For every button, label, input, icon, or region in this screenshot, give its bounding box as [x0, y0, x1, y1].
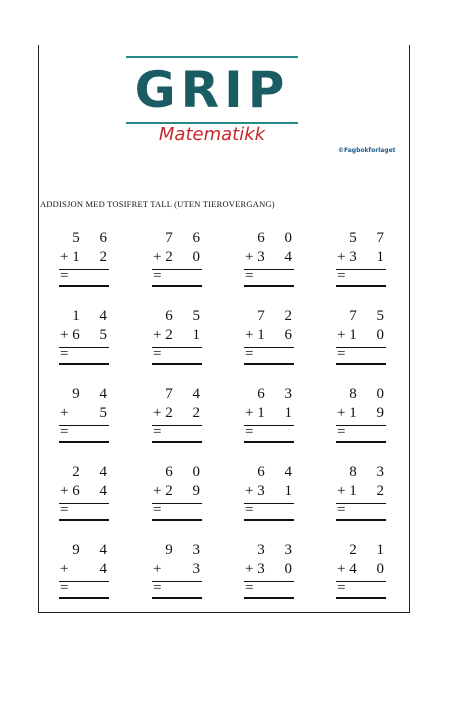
addend-bottom: 1 9 — [349, 405, 392, 421]
addition-problem — [336, 540, 392, 602]
equals-sign: = — [60, 502, 69, 518]
addition-problem — [152, 384, 208, 446]
equals-sign: = — [245, 502, 254, 518]
equals-sign: = — [245, 346, 254, 362]
problem-grid — [56, 228, 396, 618]
addend-bottom: 3 1 — [349, 249, 392, 265]
problem-row — [56, 306, 396, 384]
worksheet-heading: ADDISJON MED TOSIFRET TALL (UTEN TIEROVERGANG) — [40, 199, 275, 209]
addend-bottom: 6 4 — [72, 483, 115, 499]
answer-line[interactable] — [152, 285, 202, 287]
answer-line[interactable] — [336, 285, 386, 287]
answer-line[interactable] — [336, 597, 386, 599]
addition-problem — [152, 540, 208, 602]
plus-sign: + — [245, 249, 254, 265]
addition-problem — [59, 306, 115, 368]
addend-top: 5 6 — [72, 230, 115, 246]
addend-top: 8 0 — [349, 386, 392, 402]
equals-sign: = — [153, 502, 162, 518]
logo-word: GRIP — [134, 61, 290, 119]
plus-sign: + — [153, 483, 162, 499]
addend-top: 7 2 — [257, 308, 300, 324]
answer-line[interactable] — [244, 441, 294, 443]
answer-line[interactable] — [152, 597, 202, 599]
addend-bottom: 5 — [99, 405, 115, 421]
problem-row — [56, 384, 396, 462]
plus-sign: + — [60, 249, 69, 265]
addend-top: 6 4 — [257, 464, 300, 480]
addend-bottom: 1 0 — [349, 327, 392, 343]
equals-sign: = — [337, 424, 346, 440]
addend-bottom: 3 1 — [257, 483, 300, 499]
addend-top: 6 0 — [257, 230, 300, 246]
answer-line[interactable] — [59, 363, 109, 365]
addition-problem — [336, 306, 392, 368]
addition-problem — [244, 462, 300, 524]
answer-line[interactable] — [152, 519, 202, 521]
addition-problem — [244, 384, 300, 446]
logo-rule-top — [126, 56, 298, 58]
equals-sign: = — [60, 580, 69, 596]
addend-bottom: 3 0 — [257, 561, 300, 577]
addend-bottom: 3 4 — [257, 249, 300, 265]
addend-top: 2 4 — [72, 464, 115, 480]
addition-problem — [152, 306, 208, 368]
addend-top: 5 7 — [349, 230, 392, 246]
addition-problem — [59, 540, 115, 602]
answer-line[interactable] — [244, 285, 294, 287]
addend-bottom: 3 — [192, 561, 208, 577]
equals-sign: = — [60, 346, 69, 362]
plus-sign: + — [337, 249, 346, 265]
grip-logo — [126, 56, 298, 148]
problem-row — [56, 228, 396, 306]
logo-subtitle: Matematikk — [158, 124, 266, 145]
equals-sign: = — [337, 268, 346, 284]
addition-problem — [336, 384, 392, 446]
addend-top: 6 3 — [257, 386, 300, 402]
plus-sign: + — [337, 327, 346, 343]
plus-sign: + — [245, 327, 254, 343]
plus-sign: + — [337, 561, 346, 577]
addend-bottom: 1 6 — [257, 327, 300, 343]
plus-sign: + — [60, 327, 69, 343]
addend-bottom: 1 1 — [257, 405, 300, 421]
addend-top: 7 4 — [165, 386, 208, 402]
addend-bottom: 4 — [99, 561, 115, 577]
addend-top: 6 0 — [165, 464, 208, 480]
addition-problem — [152, 462, 208, 524]
answer-line[interactable] — [244, 519, 294, 521]
addend-bottom: 1 2 — [349, 483, 392, 499]
equals-sign: = — [153, 580, 162, 596]
addend-bottom: 2 9 — [165, 483, 208, 499]
answer-line[interactable] — [152, 441, 202, 443]
equals-sign: = — [245, 424, 254, 440]
equals-sign: = — [337, 346, 346, 362]
plus-sign: + — [153, 327, 162, 343]
plus-sign: + — [60, 561, 69, 577]
equals-sign: = — [153, 268, 162, 284]
plus-sign: + — [245, 483, 254, 499]
answer-line[interactable] — [336, 519, 386, 521]
addend-bottom: 6 5 — [72, 327, 115, 343]
addition-problem — [59, 462, 115, 524]
addend-top: 1 4 — [72, 308, 115, 324]
equals-sign: = — [60, 424, 69, 440]
addend-top: 3 3 — [257, 542, 300, 558]
addend-bottom: 2 1 — [165, 327, 208, 343]
addition-problem — [244, 306, 300, 368]
addition-problem — [336, 462, 392, 524]
addend-top: 2 1 — [349, 542, 392, 558]
answer-line[interactable] — [244, 363, 294, 365]
equals-sign: = — [153, 424, 162, 440]
plus-sign: + — [153, 249, 162, 265]
answer-line[interactable] — [59, 441, 109, 443]
addition-problem — [152, 228, 208, 290]
equals-sign: = — [60, 268, 69, 284]
equals-sign: = — [245, 580, 254, 596]
answer-line[interactable] — [336, 441, 386, 443]
addend-bottom: 2 2 — [165, 405, 208, 421]
equals-sign: = — [337, 502, 346, 518]
addition-problem — [336, 228, 392, 290]
addend-top: 6 5 — [165, 308, 208, 324]
equals-sign: = — [245, 268, 254, 284]
addend-bottom: 4 0 — [349, 561, 392, 577]
problem-row — [56, 540, 396, 618]
addend-top: 8 3 — [349, 464, 392, 480]
addend-top: 9 4 — [72, 542, 115, 558]
publisher-credit: ©Fagbokforlaget — [338, 147, 396, 154]
plus-sign: + — [245, 561, 254, 577]
addend-bottom: 2 0 — [165, 249, 208, 265]
equals-sign: = — [337, 580, 346, 596]
plus-sign: + — [153, 561, 162, 577]
addend-top: 9 4 — [72, 386, 115, 402]
plus-sign: + — [153, 405, 162, 421]
addend-top: 7 6 — [165, 230, 208, 246]
plus-sign: + — [60, 405, 69, 421]
addition-problem — [244, 540, 300, 602]
addend-top: 9 3 — [165, 542, 208, 558]
answer-line[interactable] — [152, 363, 202, 365]
plus-sign: + — [60, 483, 69, 499]
answer-line[interactable] — [336, 363, 386, 365]
answer-line[interactable] — [59, 285, 109, 287]
plus-sign: + — [337, 483, 346, 499]
addend-top: 7 5 — [349, 308, 392, 324]
addition-problem — [59, 228, 115, 290]
problem-row — [56, 462, 396, 540]
answer-line[interactable] — [59, 519, 109, 521]
answer-line[interactable] — [244, 597, 294, 599]
plus-sign: + — [337, 405, 346, 421]
addition-problem — [244, 228, 300, 290]
answer-line[interactable] — [59, 597, 109, 599]
plus-sign: + — [245, 405, 254, 421]
addend-bottom: 1 2 — [72, 249, 115, 265]
addition-problem — [59, 384, 115, 446]
equals-sign: = — [153, 346, 162, 362]
